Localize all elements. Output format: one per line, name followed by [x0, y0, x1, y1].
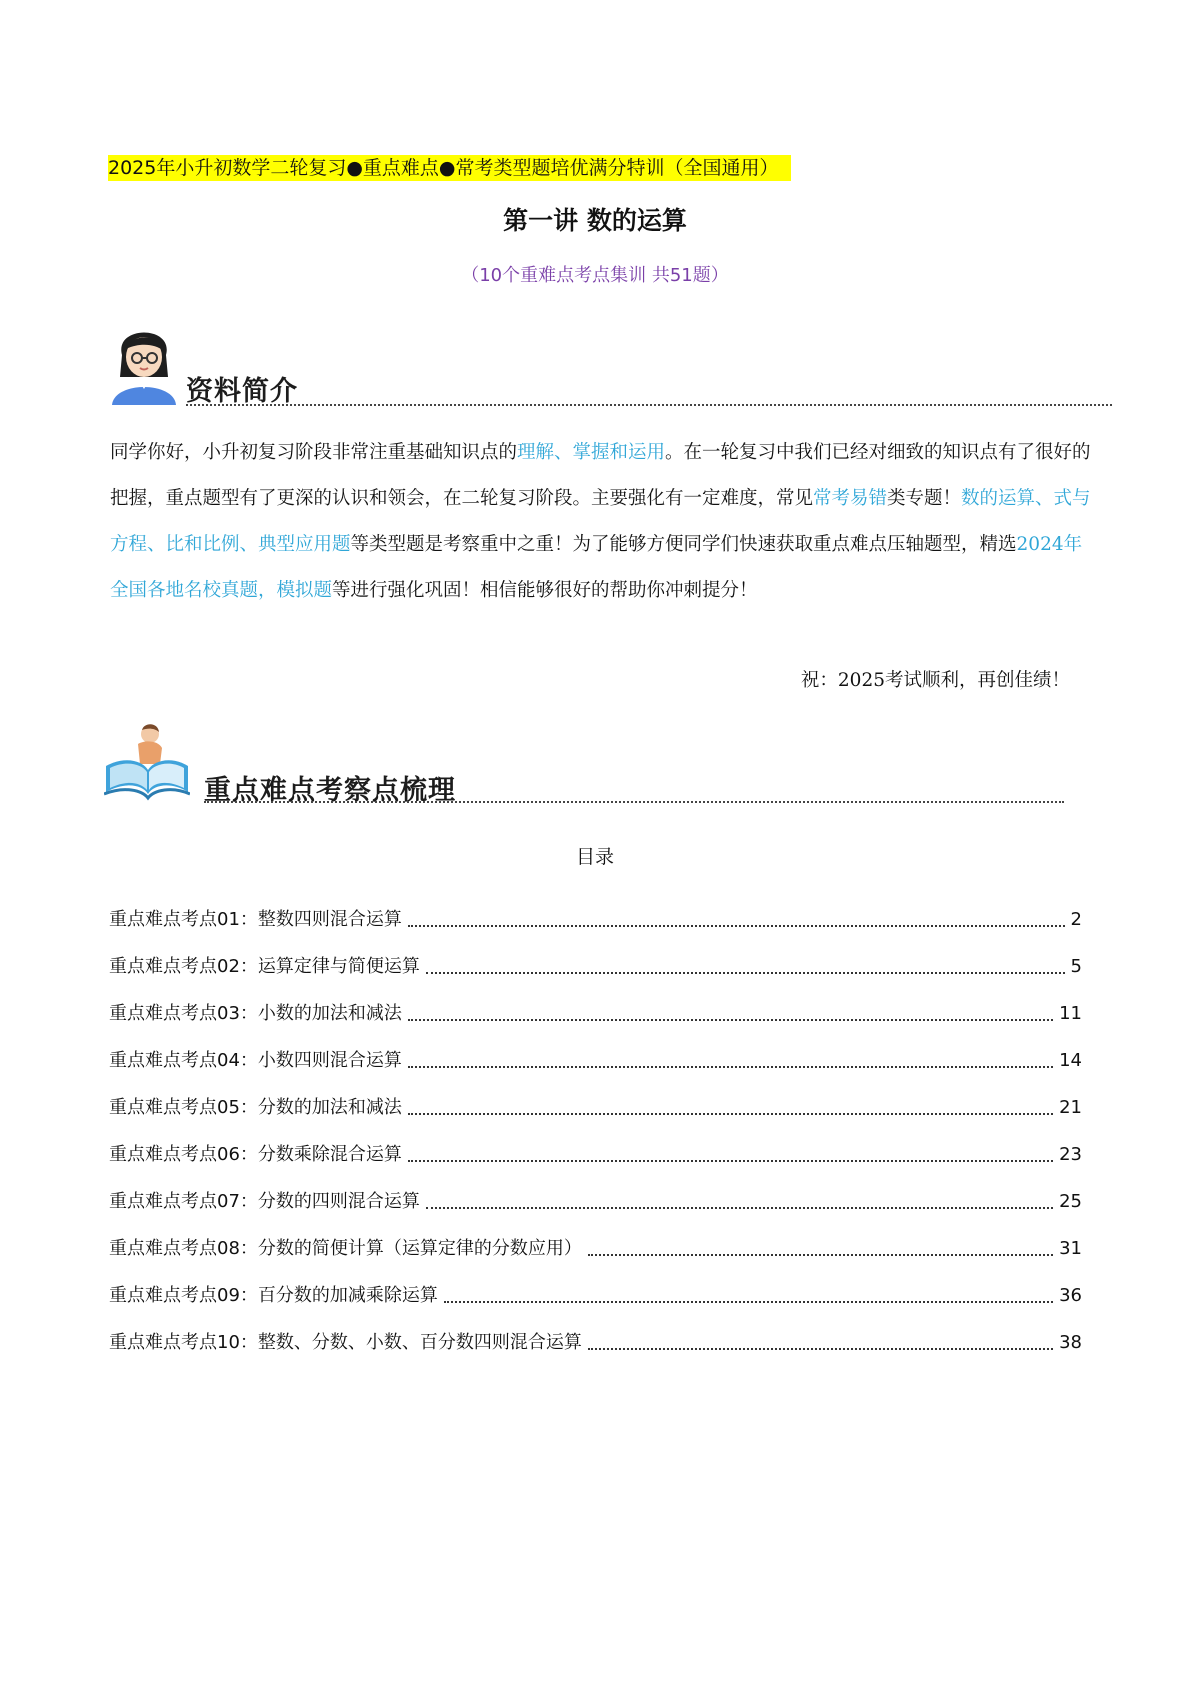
toc-entry-title: 重点难点考点05：分数的加法和减法 — [109, 1097, 402, 1118]
section-intro-header — [104, 315, 1114, 415]
toc-entry[interactable] — [109, 980, 1082, 1027]
toc-leader — [588, 1348, 1053, 1350]
toc-entry[interactable] — [109, 1121, 1082, 1168]
intro-highlight: 常考易错 — [813, 488, 888, 509]
toc-entry-page: 2 — [1070, 909, 1082, 930]
toc-entry-page: 5 — [1070, 956, 1082, 977]
toc-entry[interactable] — [109, 1215, 1082, 1262]
toc-entry[interactable] — [109, 1262, 1082, 1309]
reading-book-icon — [104, 720, 190, 804]
toc-entry-title: 重点难点考点03：小数的加法和减法 — [109, 1003, 402, 1024]
toc-entry[interactable] — [109, 1027, 1082, 1074]
toc-leader — [408, 1019, 1053, 1021]
toc-entry-title: 重点难点考点10：整数、分数、小数、百分数四则混合运算 — [109, 1332, 582, 1353]
toc-leader — [408, 1066, 1053, 1068]
toc-entry-page: 21 — [1059, 1097, 1082, 1118]
toc-leader — [444, 1301, 1053, 1303]
toc-leader — [408, 925, 1065, 927]
toc-entry-title: 重点难点考点08：分数的简便计算（运算定律的分数应用） — [109, 1238, 582, 1259]
toc-leader — [408, 1113, 1053, 1115]
toc-heading: 目录 — [575, 846, 614, 868]
section-toc-title: 重点难点考察点梳理 — [204, 775, 456, 806]
page-subtitle: （10个重难点考点集训 共51题） — [461, 265, 729, 286]
toc-entry-title: 重点难点考点04：小数四则混合运算 — [109, 1050, 402, 1071]
intro-highlight: 2024年全国各地名校真题，模拟题 — [110, 534, 1083, 601]
toc-entry[interactable] — [109, 933, 1082, 980]
toc-entry[interactable] — [109, 886, 1082, 933]
intro-text: 类专题！ — [887, 488, 962, 509]
toc-entry-page: 38 — [1059, 1332, 1082, 1353]
section-toc-divider — [204, 801, 1064, 803]
closing-wish: 祝：2025考试顺利，再创佳绩！ — [800, 670, 1070, 691]
toc-entry-page: 25 — [1059, 1191, 1082, 1212]
intro-text: 。在一轮复习中我们已经对细致的知识点有了很好的把握，重点题型有了更深的认识和领会，在二轮复习阶段。主要强化有一定难度，常见 — [110, 442, 1091, 509]
toc-entry-page: 31 — [1059, 1238, 1082, 1259]
toc-leader — [426, 972, 1065, 974]
toc-entry-title: 重点难点考点06：分数乘除混合运算 — [109, 1144, 402, 1165]
intro-highlight: 理解、掌握和运用 — [517, 442, 666, 463]
toc-leader — [408, 1160, 1053, 1162]
intro-text: 等进行强化巩固！相信能够很好的帮助你冲刺提分！ — [332, 580, 758, 601]
toc-entry-page: 11 — [1059, 1003, 1082, 1024]
intro-text: 等类型题是考察重中之重！为了能够方便同学们快速获取重点难点压轴题型，精选 — [350, 534, 1017, 555]
teacher-avatar-icon — [104, 315, 184, 405]
header-banner: 2025年小升初数学二轮复习●重点难点●常考类型题培优满分特训（全国通用） — [108, 155, 791, 181]
toc-entry-title: 重点难点考点02：运算定律与简便运算 — [109, 956, 420, 977]
toc-entry-page: 14 — [1059, 1050, 1082, 1071]
section-intro-title: 资料简介 — [186, 376, 298, 407]
toc-leader — [588, 1254, 1053, 1256]
toc-entry-title: 重点难点考点09：百分数的加减乘除运算 — [109, 1285, 438, 1306]
page-title: 第一讲 数的运算 — [503, 206, 687, 235]
toc-entry-title: 重点难点考点07：分数的四则混合运算 — [109, 1191, 420, 1212]
intro-highlight: 数的运算、式与方程、比和比例、典型应用题 — [110, 488, 1091, 555]
toc-entry[interactable] — [109, 1168, 1082, 1215]
table-of-contents — [109, 886, 1082, 1356]
section-intro-divider — [186, 404, 1112, 406]
toc-entry-page: 23 — [1059, 1144, 1082, 1165]
intro-paragraph — [110, 430, 1092, 614]
toc-entry[interactable] — [109, 1309, 1082, 1356]
section-toc-header — [104, 720, 1064, 820]
toc-leader — [426, 1207, 1053, 1209]
toc-entry-title: 重点难点考点01：整数四则混合运算 — [109, 909, 402, 930]
toc-entry-page: 36 — [1059, 1285, 1082, 1306]
intro-text: 同学你好，小升初复习阶段非常注重基础知识点的 — [110, 442, 518, 463]
toc-entry[interactable] — [109, 1074, 1082, 1121]
